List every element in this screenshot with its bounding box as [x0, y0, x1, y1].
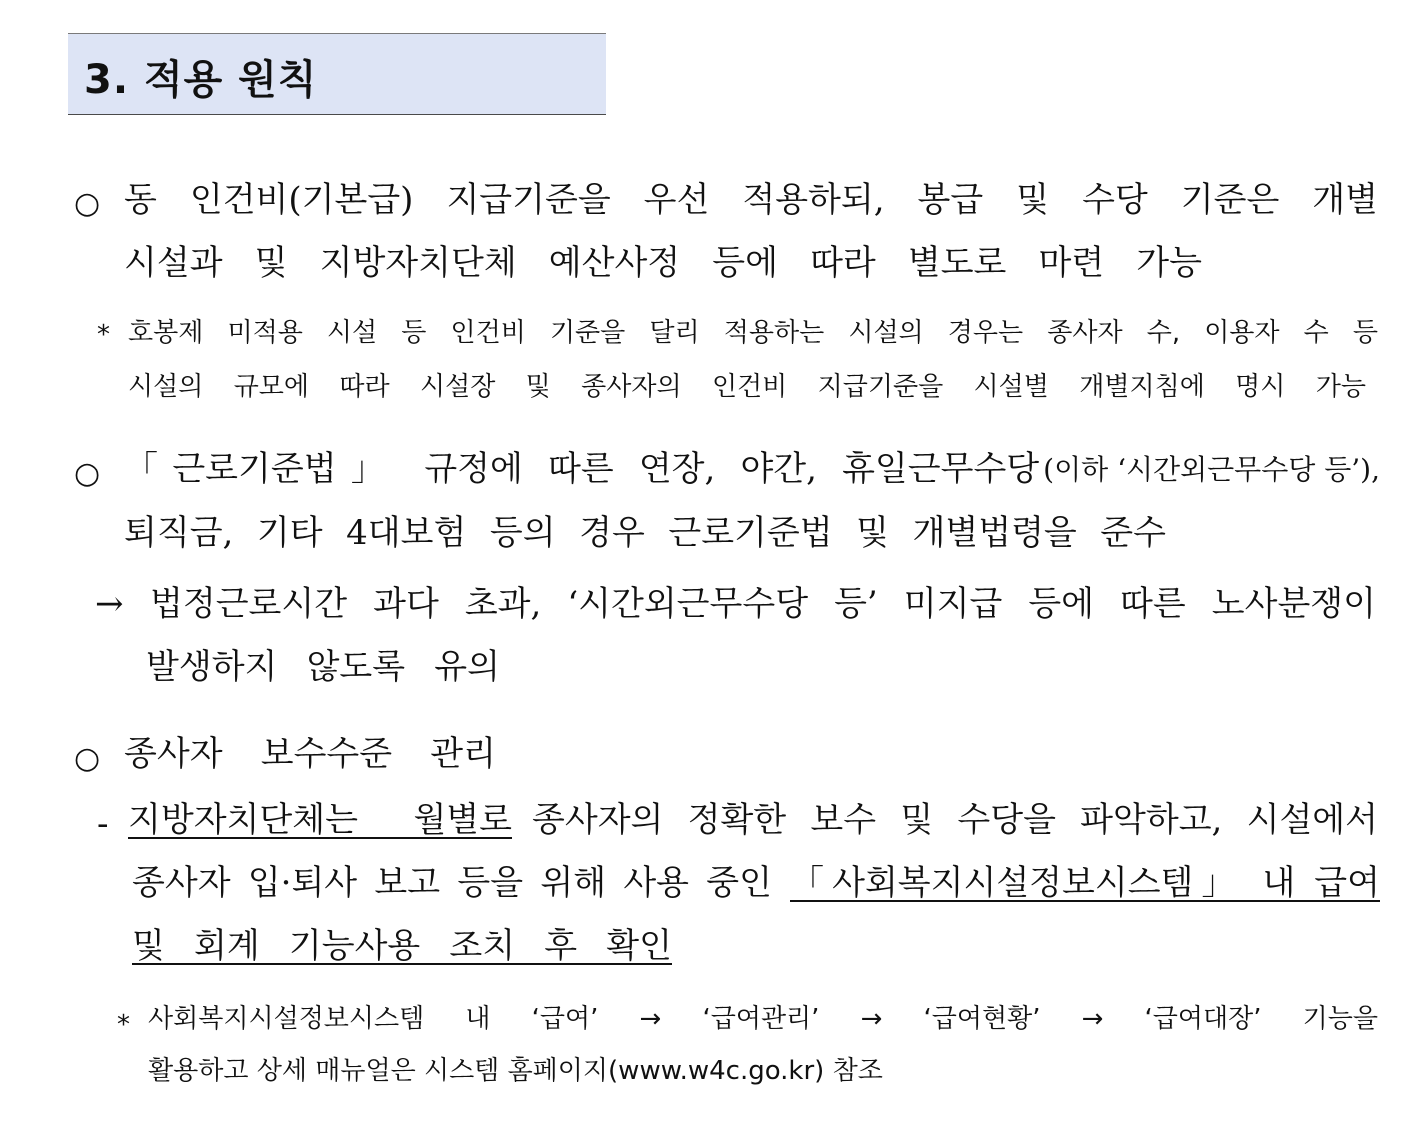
item1-note-line1: 호봉제 미적용 시설 등 인건비 기준을 달리 적용하는 시설의 경우는 종사자 수, 이용자 수 등	[128, 318, 1378, 348]
note-star-2: *	[117, 1010, 130, 1040]
bullet-circle-2: ○	[74, 456, 101, 491]
item3-dash-line2-plain: 종사자 입·퇴사 보고 등을 위해 사용 중인	[132, 863, 772, 903]
item3-dash-line1-underlined: 지방자치단체는 월별로	[128, 800, 512, 840]
item1-note-line2: 시설의 규모에 따라 시설장 및 종사자의 인건비 지급기준을 시설별 개별지침에 명시 가능	[128, 372, 1366, 402]
item3-dash-line1	[128, 800, 1378, 841]
bullet-circle-1: ○	[74, 186, 101, 221]
dash-marker: -	[97, 804, 109, 844]
item3-dash-line2-underlined: 「사회복지시설정보시스템」 내 급여	[790, 863, 1380, 903]
note-star-1: *	[97, 320, 110, 350]
bullet-circle-3: ○	[74, 741, 101, 776]
item2-line1	[124, 449, 1380, 490]
item1-line2: 시설과 및 지방자치단체 예산사정 등에 따라 별도로 마련 가능	[124, 243, 1202, 283]
item3-note-line1: 사회복지시설정보시스템 내 ‘급여’ → ‘급여관리’ → ‘급여현황’ → ‘급여대장’ 기능을	[148, 1004, 1378, 1034]
item2-line1-main: 「근로기준법」 규정에 따른 연장, 야간, 휴일근무수당	[124, 449, 1040, 489]
item1-line1: 동 인건비(기본급) 지급기준을 우선 적용하되, 봉급 및 수당 기준은 개별	[124, 180, 1378, 220]
item3-dash-line3-underlined: 및 회계 기능사용 조치 후 확인	[132, 926, 672, 966]
arrow-icon: →	[95, 584, 124, 624]
item3-dash-line1-rest: 종사자의 정확한 보수 및 수당을 파악하고, 시설에서	[532, 800, 1378, 840]
item2-arrow-line2: 발생하지 않도록 유의	[146, 647, 500, 687]
item3-note-line2: 활용하고 상세 매뉴얼은 시스템 홈페이지(www.w4c.go.kr) 참조	[148, 1056, 883, 1086]
section-title: 3. 적용 원칙	[84, 57, 318, 103]
item2-arrow-line1: 법정근로시간 과다 초과, ‘시간외근무수당 등’ 미지급 등에 따른 노사분쟁이	[150, 584, 1376, 624]
item2-line1-parenthetical: (이하 ‘시간외근무수당 등’),	[1043, 453, 1380, 486]
item3-dash-line2	[132, 863, 1380, 904]
item2-line2: 퇴직금, 기타 4대보험 등의 경우 근로기준법 및 개별법령을 준수	[124, 513, 1166, 553]
item3-dash-line3	[132, 926, 672, 967]
section-header	[68, 33, 606, 115]
item3-line1: 종사자 보수수준 관리	[124, 734, 496, 774]
